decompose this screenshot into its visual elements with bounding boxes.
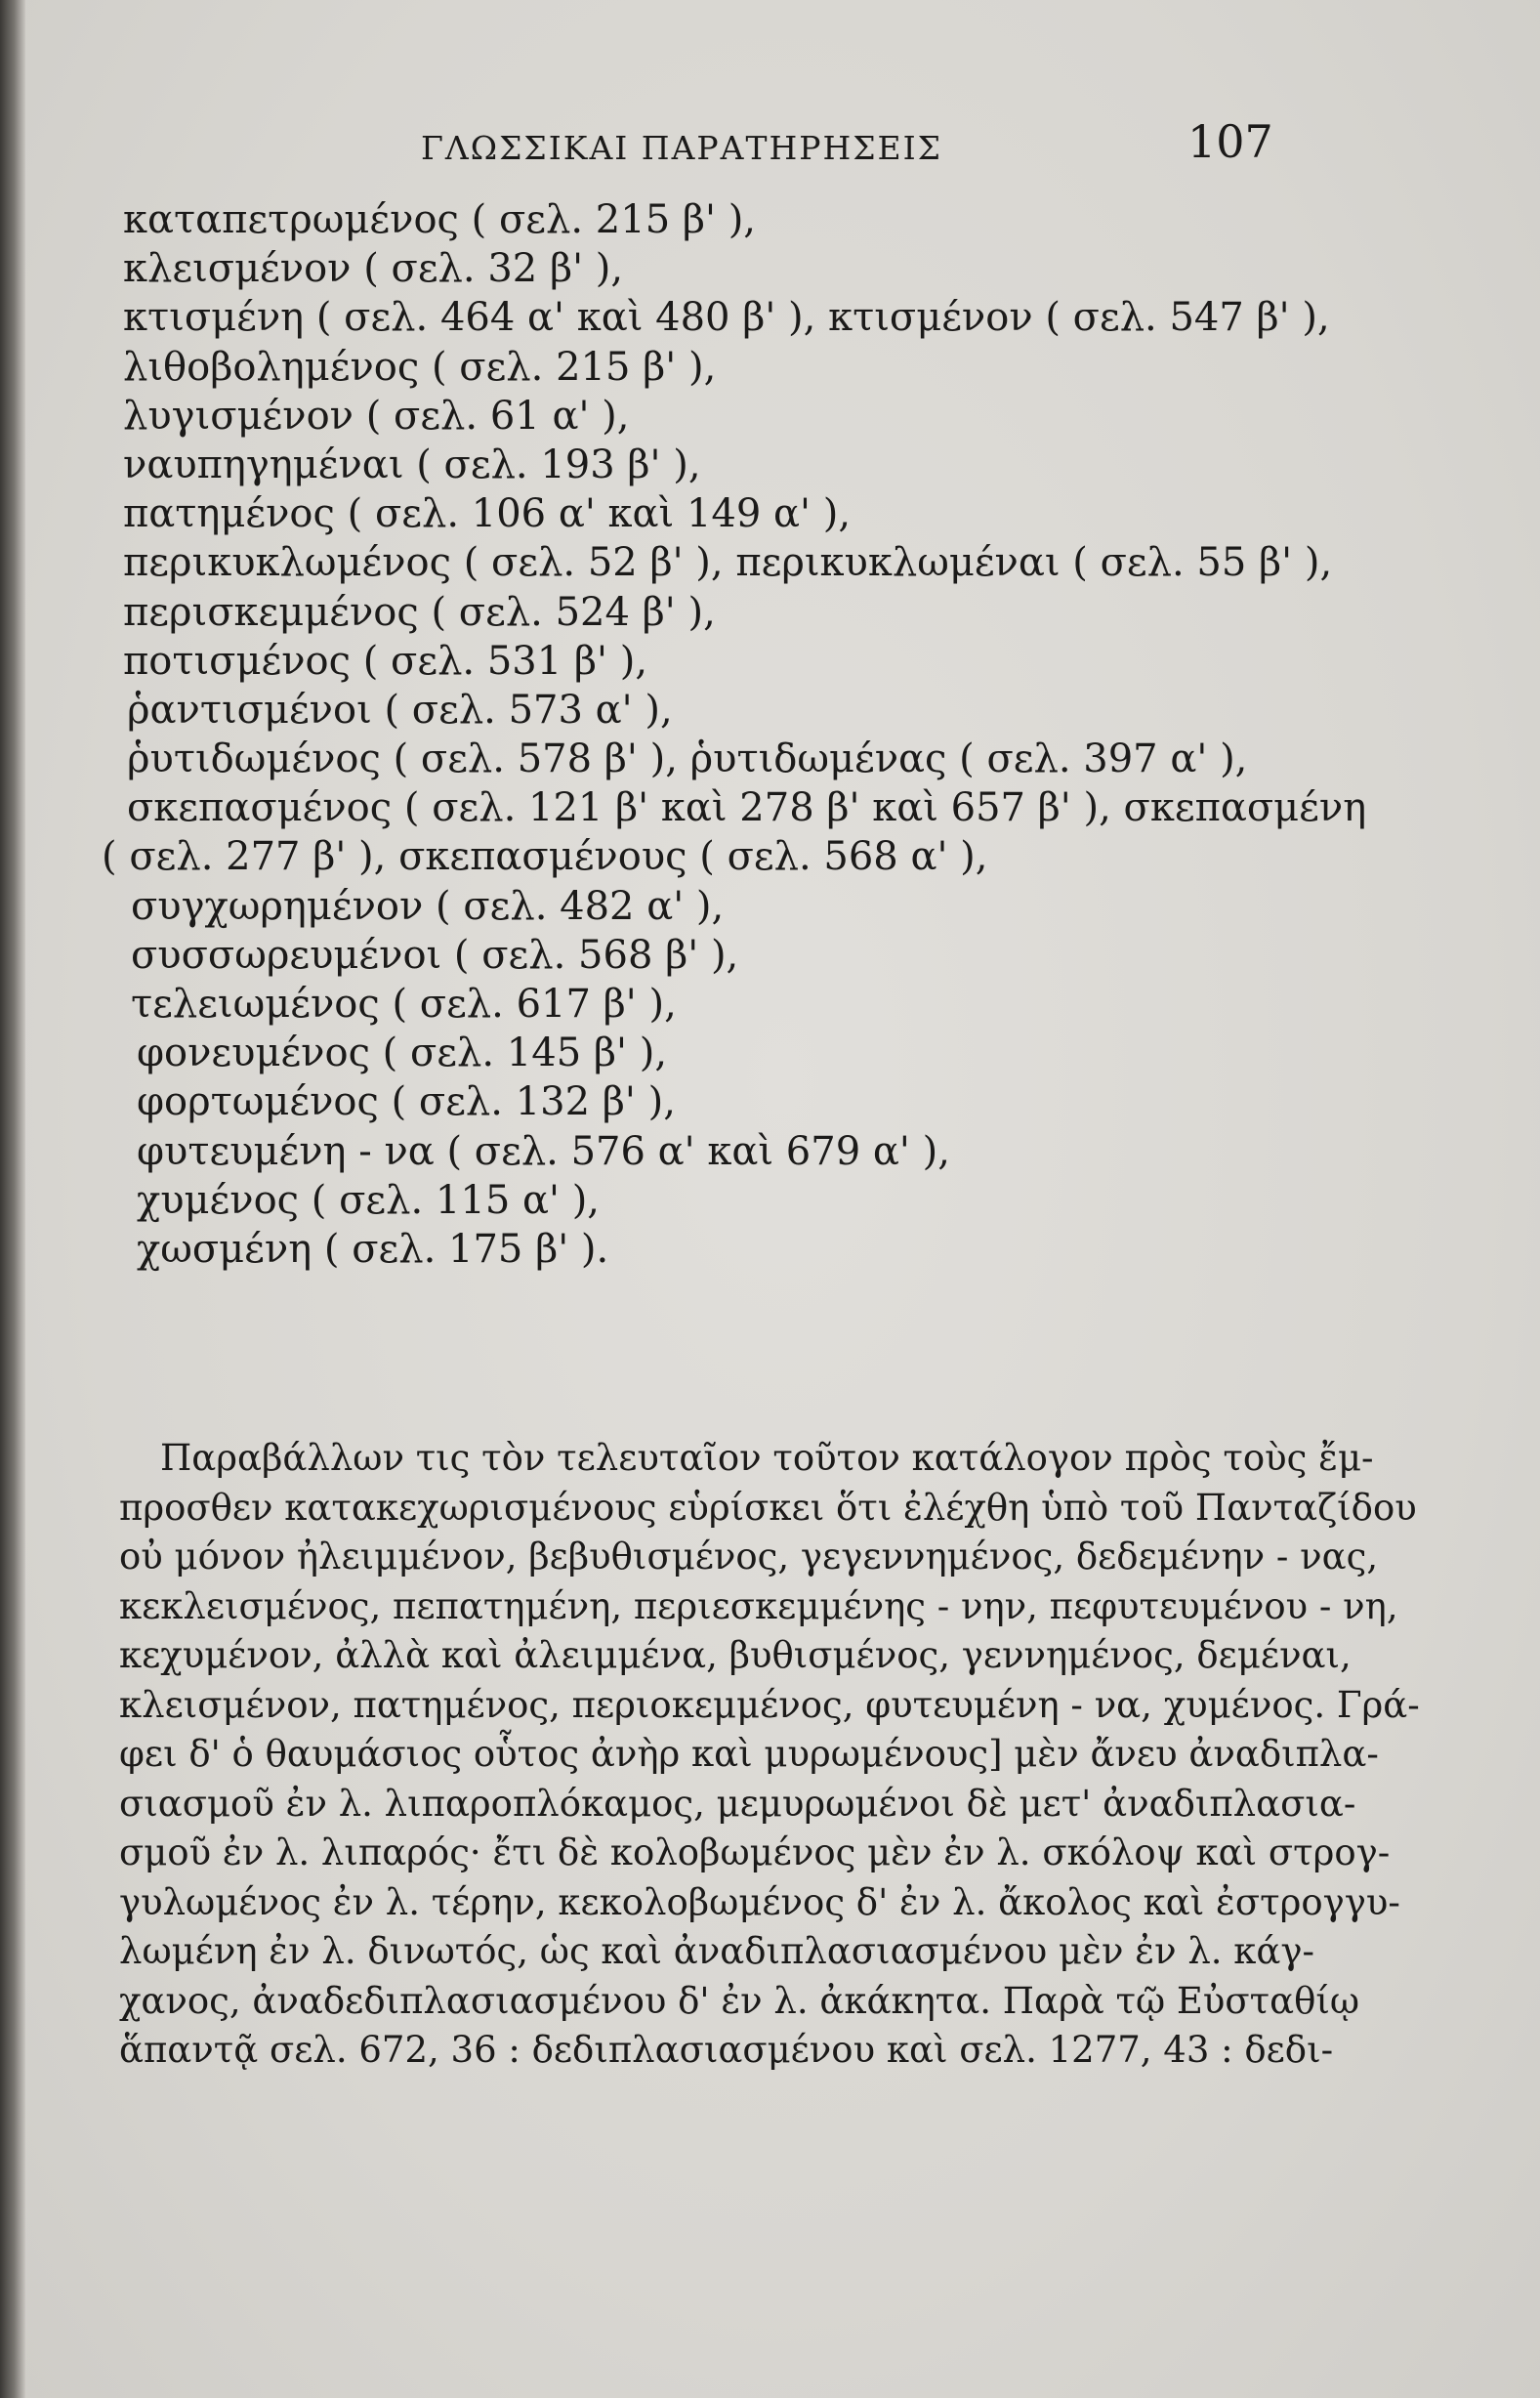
paragraph-line: οὐ μόνον ἠλειμμένον, βεβυθισμένος, γεγεννημένος, δεδεμένην - νας, <box>119 1536 1379 1578</box>
paragraph-line: Παραβάλλων τις τὸν τελευταῖον τοῦτον κατάλογον πρὸς τοὺς ἔμ- <box>160 1437 1374 1479</box>
paragraph-line: χανος, ἀναδεδιπλασιασμένου δ' ἐν λ. ἀκάκητα. Παρὰ τῷ Εὐσταθίῳ <box>119 1979 1360 2022</box>
paragraph-line: γυλωμένος ἐν λ. τέρην, κεκολοβωμένος δ' ἐν λ. ἄκολος καὶ ἐστρογγυ- <box>119 1880 1400 1923</box>
list-entry: φυτευμένη - να ( σελ. 576 α' καὶ 679 α' ), <box>137 1128 950 1174</box>
participle-list <box>102 195 1367 1274</box>
list-entry: ναυπηγημέναι ( σελ. 193 β' ), <box>123 442 701 487</box>
list-entry: ῥαντισμένοι ( σελ. 573 α' ), <box>127 687 673 733</box>
paragraph-line: προσθεν κατακεχωρισμένους εὑρίσκει ὅτι ἐλέχθη ὑπὸ τοῦ Πανταζίδου <box>119 1486 1417 1529</box>
list-entry: περικυκλωμένος ( σελ. 52 β' ), περικυκλωμέναι ( σελ. 55 β' ), <box>123 540 1333 586</box>
page-number: 107 <box>1187 115 1273 168</box>
list-entry: φορτωμένος ( σελ. 132 β' ), <box>137 1079 676 1125</box>
paragraph-line: σιασμοῦ ἐν λ. λιπαροπλόκαμος, μεμυρωμένοι δὲ μετ' ἀναδιπλασια- <box>119 1782 1356 1825</box>
paragraph-line: κλεισμένον, πατημένος, περιοκεμμένος, φυτευμένη - να, χυμένος. Γρά- <box>119 1683 1420 1726</box>
list-entry: λυγισμένον ( σελ. 61 α' ), <box>123 393 630 439</box>
book-page <box>25 0 1540 2398</box>
list-entry: σκεπασμένος ( σελ. 121 β' καὶ 278 β' καὶ 657 β' ), σκεπασμένη <box>127 785 1367 831</box>
body-paragraph <box>119 1434 1420 2076</box>
list-entry: περισκεμμένος ( σελ. 524 β' ), <box>123 589 716 635</box>
list-entry: φονευμένος ( σελ. 145 β' ), <box>137 1031 668 1076</box>
paragraph-line: φει δ' ὁ θαυμάσιος οὗτος ἀνὴρ καὶ μυρωμένους] μὲν ἄνευ ἀναδιπλα- <box>119 1733 1379 1775</box>
list-entry: ῥυτιδωμένος ( σελ. 578 β' ), ῥυτιδωμένας ( σελ. 397 α' ), <box>127 736 1248 782</box>
paragraph-line: λωμένη ἐν λ. δινωτός, ὡς καὶ ἀναδιπλασιασμένου μὲν ἐν λ. κάγ- <box>119 1930 1315 1972</box>
running-title: ΓΛΩΣΣΙΚΑΙ ΠΑΡΑΤΗΡΗΣΕΙΣ <box>421 129 943 167</box>
list-entry: καταπετρωμένος ( σελ. 215 β' ), <box>123 197 757 242</box>
list-entry: λιθοβολημένος ( σελ. 215 β' ), <box>123 344 717 390</box>
list-entry: ποτισμένος ( σελ. 531 β' ), <box>123 638 648 684</box>
paragraph-line: κεχυμένον, ἀλλὰ καὶ ἀλειμμένα, βυθισμένος, γεννημένος, δεμέναι, <box>119 1634 1352 1676</box>
list-entry: συγχωρημένον ( σελ. 482 α' ), <box>131 883 725 929</box>
list-entry: συσσωρευμένοι ( σελ. 568 β' ), <box>131 932 739 978</box>
list-entry: κτισμένη ( σελ. 464 α' καὶ 480 β' ), κτισμένον ( σελ. 547 β' ), <box>123 295 1330 341</box>
list-entry: τελειωμένος ( σελ. 617 β' ), <box>131 982 677 1027</box>
paragraph-line: σμοῦ ἐν λ. λιπαρός· ἔτι δὲ κολοβωμένος μὲν ἐν λ. σκόλοψ καὶ στρογ- <box>119 1831 1391 1873</box>
scan-binding-edge <box>0 0 25 2398</box>
list-entry-continuation: ( σελ. 277 β' ), σκεπασμένους ( σελ. 568 α' ), <box>102 834 988 880</box>
paragraph-line: ἅπαντᾷ σελ. 672, 36 : δεδιπλασιασμένου καὶ σελ. 1277, 43 : δεδι- <box>119 2029 1334 2071</box>
list-entry: χυμένος ( σελ. 115 α' ), <box>137 1177 601 1223</box>
page-header <box>25 115 1540 174</box>
list-entry: πατημένος ( σελ. 106 α' καὶ 149 α' ), <box>123 491 852 537</box>
list-entry: κλεισμένον ( σελ. 32 β' ), <box>123 246 624 292</box>
paragraph-line: κεκλεισμένος, πεπατημένη, περιεσκεμμένης - νην, πεφυτευμένου - νη, <box>119 1584 1398 1627</box>
list-entry: χωσμένη ( σελ. 175 β' ). <box>137 1226 609 1272</box>
